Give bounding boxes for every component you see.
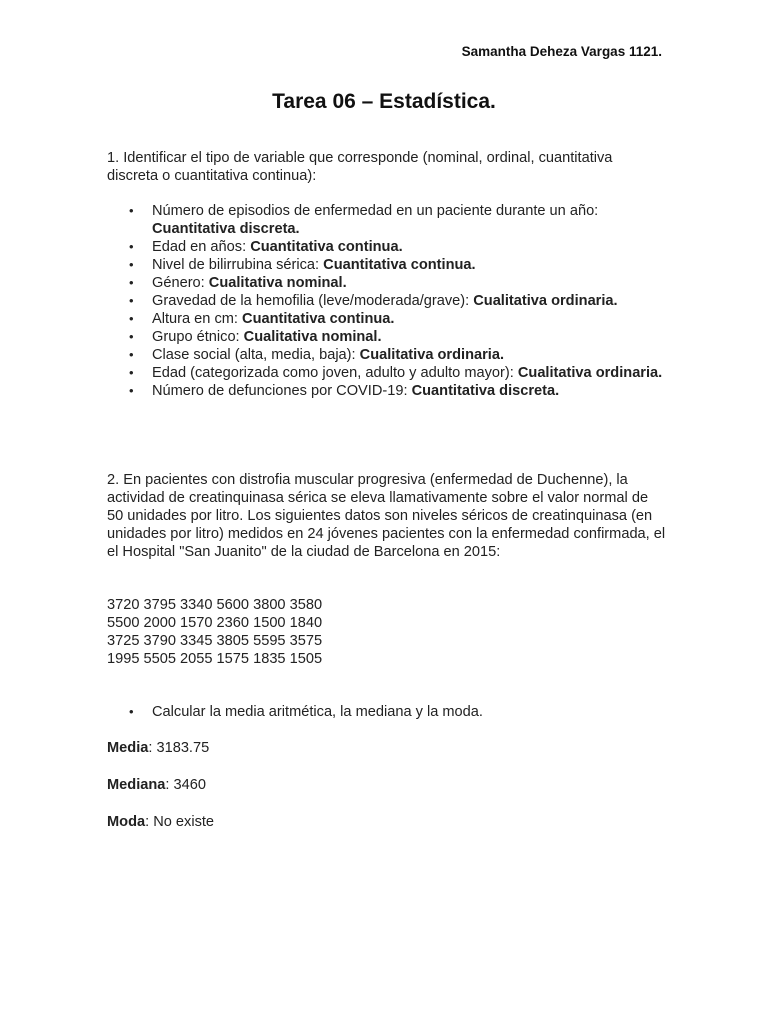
- list-item: [107, 256, 667, 274]
- data-row: 3720 3795 3340 5600 3800 3580: [107, 597, 323, 613]
- item-label: Edad en años:: [152, 239, 251, 255]
- item-label: Gravedad de la hemofilia (leve/moderada/grave):: [152, 293, 474, 309]
- item-answer: Cualitativa nominal.: [208, 275, 347, 291]
- question-1-prompt: 1. Identificar el tipo de variable que corresponde (nominal, ordinal, cuantitativa discreta o cuantitativa continua):: [107, 150, 613, 184]
- item-label: Grupo étnico:: [152, 329, 244, 345]
- list-item: [107, 382, 667, 400]
- item-answer: Cualitativa ordinaria.: [517, 365, 663, 381]
- list-item: [107, 310, 667, 328]
- item-answer: Cuantitativa discreta.: [152, 221, 300, 237]
- result-value: : No existe: [145, 814, 215, 830]
- data-row: 5500 2000 1570 2360 1500 1840: [107, 615, 323, 631]
- list-item: [107, 328, 667, 346]
- data-row: 3725 3790 3345 3805 5595 3575: [107, 633, 323, 649]
- item-answer: Cuantitativa continua.: [323, 257, 476, 273]
- item-answer: Cualitativa nominal.: [243, 329, 382, 345]
- result-mediana: [107, 776, 206, 794]
- list-item: [107, 274, 667, 292]
- item-answer: Cuantitativa discreta.: [411, 383, 560, 399]
- result-label: Mediana: [107, 777, 166, 793]
- list-item: [107, 292, 667, 310]
- result-value: : 3460: [165, 777, 206, 793]
- item-label: Número de defunciones por COVID-19:: [152, 383, 412, 399]
- question-2-prompt: 2. En pacientes con distrofia muscular progresiva (enfermedad de Duchenne), la actividad de creatinquinasa sérica se eleva llamativamente sobre el valor normal de 50 unidades por litro. Los siguientes datos son niveles séricos de creatinquinasa (en unidades por litro) medidos en 24 jóvenes pacientes con la enfermedad confirmada, el el Hospital "San Juanito" de la ciudad de Barcelona en 2015:: [107, 472, 666, 560]
- result-label: Moda: [107, 814, 146, 830]
- item-label: Nivel de bilirrubina sérica:: [152, 257, 324, 273]
- creatinquinasa-data: [107, 596, 322, 668]
- item-label: Edad (categorizada como joven, adulto y adulto mayor):: [152, 365, 518, 381]
- page-title: Tarea 06 – Estadística.: [272, 90, 496, 113]
- result-media: [107, 739, 209, 757]
- result-moda: [107, 813, 214, 831]
- item-answer: Cualitativa ordinaria.: [359, 347, 505, 363]
- author-name: Samantha Deheza Vargas 1121.: [461, 44, 662, 59]
- item-label: Clase social (alta, media, baja):: [152, 347, 360, 363]
- variable-type-list: [107, 202, 667, 400]
- list-item: [107, 364, 667, 382]
- item-label: Altura en cm:: [152, 311, 243, 327]
- item-answer: Cuantitativa continua.: [250, 239, 403, 255]
- data-row: 1995 5505 2055 1575 1835 1505: [107, 651, 323, 667]
- item-label: Género:: [152, 275, 209, 291]
- item-answer: Cualitativa ordinaria.: [473, 293, 618, 309]
- list-item: [107, 238, 667, 256]
- list-item: [107, 346, 667, 364]
- result-value: : 3183.75: [148, 740, 210, 756]
- item-answer: Cuantitativa continua.: [242, 311, 395, 327]
- list-item: [107, 202, 667, 238]
- task-list: [107, 703, 667, 721]
- task-item: • Calcular la media aritmética, la mediana y la moda.: [107, 703, 667, 721]
- result-label: Media: [107, 740, 149, 756]
- item-label: Número de episodios de enfermedad en un paciente durante un año:: [152, 203, 599, 219]
